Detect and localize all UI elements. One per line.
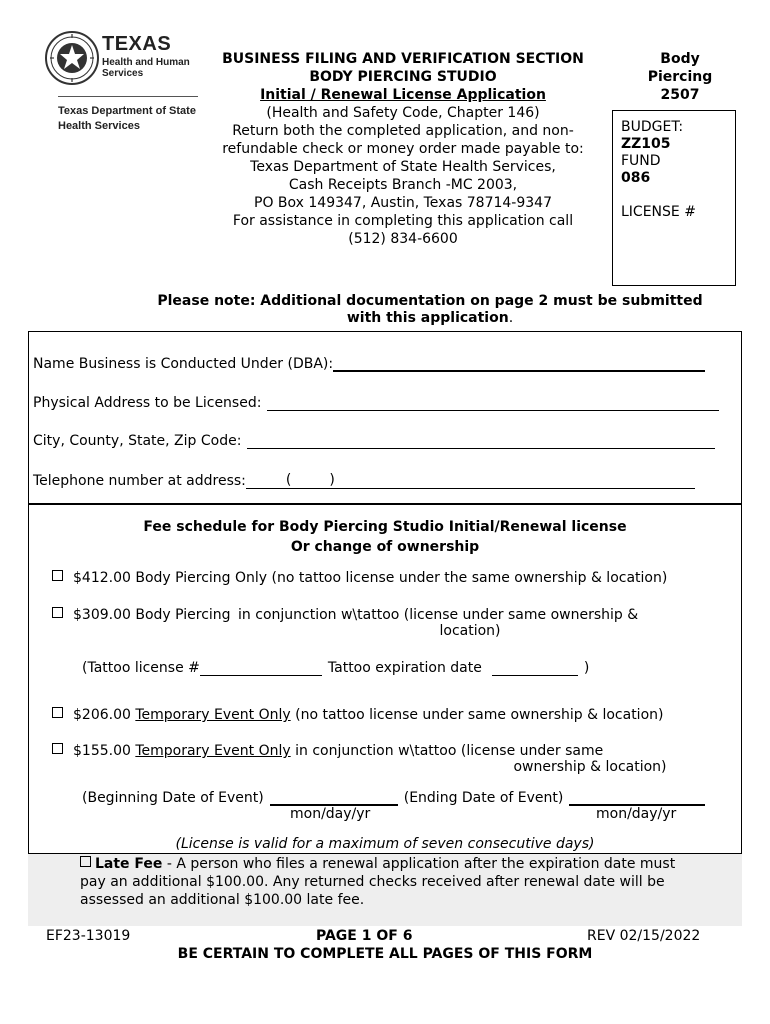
- late-fee-label: Late Fee: [95, 856, 163, 872]
- fee-title-line2: Or change of ownership: [290, 539, 480, 555]
- note-line2-text: with this application: [346, 310, 509, 326]
- begin-date-hint: mon/day/yr: [290, 806, 371, 822]
- dba-input[interactable]: [333, 356, 705, 372]
- note-period: .: [508, 310, 514, 326]
- note-line1: Please note: Additional documentation on page 2 must be submitted: [157, 293, 703, 309]
- late-fee-line1: [80, 855, 740, 873]
- logo-divider: [58, 96, 198, 97]
- fee-206-checkbox[interactable]: [52, 707, 63, 718]
- end-date-input[interactable]: [569, 790, 705, 806]
- city-row: [33, 433, 715, 449]
- fee-option-412: [52, 570, 667, 586]
- phone-label: Telephone number at address:: [33, 473, 246, 489]
- address-label: Physical Address to be Licensed:: [33, 395, 262, 411]
- fee-206-amount: $206.00: [73, 707, 136, 723]
- license-validity-note: (License is valid for a maximum of seven consecutive days): [175, 836, 595, 852]
- dba-row: [33, 356, 705, 372]
- city-input[interactable]: [247, 434, 715, 449]
- logo-dept-line1: Texas Department of State: [58, 105, 196, 117]
- fee-309-label-a: $309.00 Body Piercing: [73, 607, 231, 623]
- budget-box: [612, 110, 736, 286]
- fee-309-label-c: location): [439, 623, 501, 639]
- budget-label: BUDGET:: [621, 119, 684, 135]
- license-number-label: LICENSE #: [621, 204, 696, 220]
- header-code: (Health and Safety Code, Chapter 146): [266, 105, 540, 121]
- end-date-hint: mon/day/yr: [596, 806, 677, 822]
- complete-all-pages-warning: BE CERTAIN TO COMPLETE ALL PAGES OF THIS FORM: [177, 946, 593, 962]
- header-instr-2: refundable check or money order made payable to:: [222, 141, 584, 157]
- late-fee-notice: [80, 855, 740, 909]
- tattoo-expiration-label: Tattoo expiration date: [327, 660, 482, 676]
- fee-206-temporary: Temporary Event Only: [135, 707, 291, 723]
- fund-value: 086: [621, 170, 651, 186]
- header-instr-5: PO Box 149347, Austin, Texas 78714-9347: [254, 195, 552, 211]
- fee-option-309: [52, 607, 638, 623]
- fee-155-amount: $155.00: [73, 743, 136, 759]
- fee-309-checkbox[interactable]: [52, 607, 63, 618]
- header-title: Initial / Renewal License Application: [260, 87, 546, 103]
- page-number: PAGE 1 OF 6: [316, 928, 413, 944]
- fee-option-206: [52, 707, 663, 723]
- tattoo-license-input[interactable]: [200, 661, 322, 676]
- city-label: City, County, State, Zip Code:: [33, 433, 242, 449]
- phone-number-input[interactable]: [335, 474, 695, 489]
- logo-department: [58, 104, 208, 134]
- event-dates-row: [82, 790, 705, 806]
- documentation-note: [110, 293, 750, 327]
- fee-option-155: [52, 743, 603, 759]
- logo-dept-line2: Health Services: [58, 120, 140, 132]
- phone-open-paren: (: [285, 472, 292, 488]
- fee-schedule-title: [0, 517, 770, 557]
- header-section: BUSINESS FILING AND VERIFICATION SECTION: [222, 51, 584, 67]
- revision-date: REV 02/15/2022: [587, 928, 701, 944]
- late-fee-text3: assessed an additional $100.00 late fee.: [80, 892, 365, 908]
- tattoo-license-row: [82, 660, 589, 676]
- header-studio: BODY PIERCING STUDIO: [309, 69, 497, 85]
- late-fee-text2: pay an additional $100.00. Any returned checks received after renewal date will be: [80, 874, 665, 890]
- header-phone: (512) 834-6600: [348, 231, 458, 247]
- header-instr-4: Cash Receipts Branch -MC 2003,: [288, 177, 518, 193]
- tattoo-expiration-input[interactable]: [492, 661, 578, 676]
- budget-value: ZZ105: [621, 136, 671, 152]
- begin-date-label: (Beginning Date of Event): [82, 790, 264, 806]
- form-header: [196, 50, 610, 248]
- tattoo-close-paren: ): [583, 660, 590, 676]
- begin-date-input[interactable]: [270, 790, 398, 806]
- program-code-line2: Piercing: [647, 69, 713, 85]
- header-instr-6: For assistance in completing this application call: [232, 213, 574, 229]
- header-instr-1: Return both the completed application, and non-: [232, 123, 574, 139]
- fund-label: FUND: [621, 153, 661, 169]
- fee-155-label: in conjunction w\tattoo (license under same: [290, 743, 604, 759]
- fee-title-line1: Fee schedule for Body Piercing Studio Initial/Renewal license: [143, 519, 627, 535]
- fee-155-checkbox[interactable]: [52, 743, 63, 754]
- texas-seal-icon: [44, 30, 100, 86]
- fee-155-label-d: ownership & location): [513, 759, 667, 775]
- late-fee-checkbox[interactable]: [80, 856, 91, 867]
- end-date-label: (Ending Date of Event): [403, 790, 564, 806]
- fee-206-label: (no tattoo license under same ownership & location): [290, 707, 664, 723]
- area-code-input[interactable]: [291, 474, 329, 489]
- phone-row: [33, 472, 695, 489]
- dba-label: Name Business is Conducted Under (DBA):: [33, 356, 334, 372]
- program-code-number: 2507: [660, 87, 700, 103]
- fee-309-label-b: in conjunction w\tattoo (license under same ownership &: [233, 607, 639, 623]
- logo-agency-line2: Services: [102, 68, 144, 79]
- note-line2: [110, 310, 750, 327]
- phone-close-paren: ): [329, 472, 335, 488]
- logo-agency: [102, 57, 190, 79]
- program-code-line1: Body: [660, 51, 700, 67]
- program-code: [620, 50, 740, 104]
- address-input[interactable]: [267, 396, 719, 411]
- header-instr-3: Texas Department of State Health Services,: [250, 159, 556, 175]
- logo-agency-line1: Health and Human: [102, 57, 190, 68]
- address-row: [33, 395, 719, 411]
- form-id: EF23-13019: [46, 928, 131, 944]
- logo-texas: TEXAS: [102, 33, 172, 55]
- late-fee-text1: - A person who files a renewal application after the expiration date must: [162, 856, 676, 872]
- fee-412-checkbox[interactable]: [52, 570, 63, 581]
- fee-155-temporary: Temporary Event Only: [135, 743, 291, 759]
- tattoo-license-label: (Tattoo license #: [82, 660, 200, 676]
- phone-prefix-line: [246, 474, 286, 489]
- fee-412-label: $412.00 Body Piercing Only (no tattoo license under the same ownership & location): [73, 570, 668, 586]
